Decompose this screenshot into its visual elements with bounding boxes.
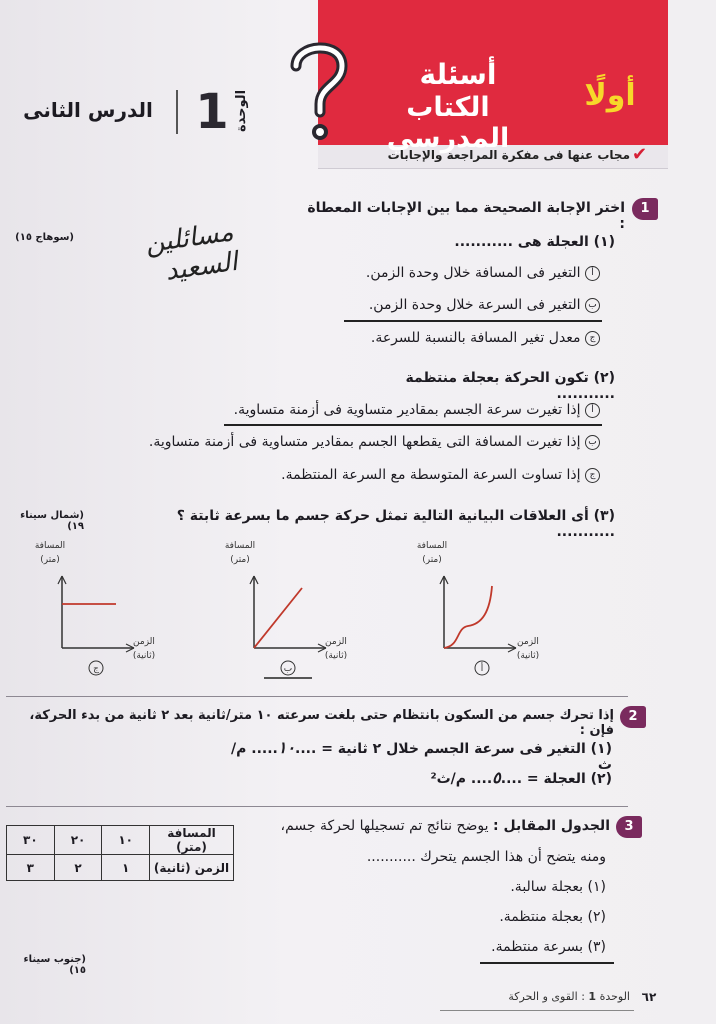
footer-divider (440, 1010, 634, 1011)
data-table (6, 825, 234, 881)
q1-sub3-source-tag: (شمال سيناء ١٩) (20, 510, 84, 532)
footer-unit-title: القوى و الحركة (508, 990, 578, 1003)
q1-sub1-option-a (300, 265, 600, 281)
table-cell: ١ (102, 855, 150, 881)
page-number: ٦٢ (641, 990, 657, 1004)
graph-option-b (224, 536, 348, 686)
section-divider (6, 696, 628, 697)
table-row-header: الزمن (ثانية) (150, 855, 234, 881)
q2-line2-answer: ٥ (492, 768, 501, 787)
q1-title: اختر الإجابة الصحيحة مما بين الإجابات المعطاة : (307, 200, 625, 232)
option-letter: ج (585, 331, 600, 346)
y-axis-unit: (متر) (422, 555, 442, 565)
question-mark-icon (288, 36, 350, 148)
option-text: إذا تغيرت المسافة التى يقطعها الجسم بمقادير متساوية فى أزمنة متساوية. (148, 434, 581, 450)
q3-line2: ومنه يتضح أن هذا الجسم يتحرك ........... (366, 849, 606, 865)
table-cell: ٢٠ (54, 826, 102, 855)
q1-sub3-stem: (٣) أى العلاقات البيانية التالية تمثل حركة جسم ما بسرعة ثابتة ؟ ........... (176, 508, 615, 540)
y-axis-label: المسافة (416, 541, 448, 551)
q1-source-tag: (سوهاج ١٥) (15, 232, 74, 243)
graph-letter: ج (93, 664, 99, 674)
y-axis-label: المسافة (224, 541, 256, 551)
q2-line1-prefix: (١) التغير فى سرعة الجسم خلال ٢ ثانية = .... (295, 741, 612, 757)
option-letter: أ (585, 266, 600, 281)
graph-option-c (36, 536, 156, 686)
q2-title: إذا تحرك جسم من السكون بانتظام حتى بلغت سرعته ١٠ متر/ثانية بعد ٢ ثانية من بدء الحركة، فإن : (29, 708, 614, 738)
graph-option-a (416, 536, 540, 686)
q3-option-2: (٢) بعجلة منتظمة. (499, 909, 606, 925)
option-letter: ب (585, 435, 600, 450)
x-axis-unit: (ثانية) (132, 651, 156, 661)
q2-line1-answer: ١٠ (277, 738, 296, 757)
footer-unit: الوحدة 1 : القوى و الحركة (508, 990, 630, 1003)
option-text: التغير فى السرعة خلال وحدة الزمن. (368, 297, 581, 313)
straight-line (254, 588, 302, 648)
answer-underline (224, 424, 602, 426)
question-number-1: 1 (632, 198, 658, 220)
table-row (7, 826, 234, 855)
header-section-label: أولًا (584, 78, 636, 113)
unit-divider (176, 90, 178, 134)
header-title-line2: الكتاب المدرسي (386, 92, 510, 154)
option-letter: أ (585, 403, 600, 418)
q1-sub2-stem: (٢) تكون الحركة بعجلة منتظمة ........... (405, 370, 615, 402)
question-number-3: 3 (616, 816, 642, 838)
check-icon: ✔ (632, 144, 648, 165)
table-cell: ٣٠ (7, 826, 55, 855)
x-axis-unit: (ثانية) (516, 651, 540, 661)
unit-word: الوحدة (234, 89, 249, 133)
table-cell: ٣ (7, 855, 55, 881)
q3-title (250, 818, 610, 834)
y-axis-unit: (متر) (230, 555, 250, 565)
option-text: إذا تغيرت سرعة الجسم بمقادير متساوية فى أزمنة متساوية. (233, 402, 581, 418)
graph-letter: ب (283, 664, 293, 674)
q3-source-tag: (جنوب سيناء ١٥) (23, 954, 86, 976)
section-divider (6, 806, 628, 807)
graph-letter: أ (480, 664, 484, 674)
option-text: التغير فى المسافة خلال وحدة الزمن. (365, 265, 581, 281)
option-letter: ب (585, 298, 600, 313)
table-row-header: المسافة (متر) (150, 826, 234, 855)
answer-underline (480, 962, 614, 964)
option-text: إذا تساوت السرعة المتوسطة مع السرعة المنتظمة. (281, 467, 581, 483)
unit-number: 1 (195, 84, 229, 140)
q1-sub1-option-c (300, 330, 600, 346)
q1-sub1-option-b (300, 297, 600, 313)
header-title-line1: أسئلة (419, 58, 497, 91)
handwritten-signature: مسائلين السعيد (143, 217, 240, 287)
q1-sub2-option-c (230, 467, 600, 483)
footer-unit-word: الوحدة (599, 990, 630, 1003)
q3-option-1: (١) بعجلة سالبة. (510, 879, 606, 895)
y-axis-unit: (متر) (40, 555, 60, 565)
q3-option-3: (٣) بسرعة منتظمة. (491, 939, 606, 955)
lesson-label: الدرس الثانى (23, 98, 153, 122)
x-axis-label: الزمن (325, 637, 347, 647)
table-cell: ١٠ (102, 826, 150, 855)
option-text: معدل تغير المسافة بالنسبة للسرعة. (370, 330, 581, 346)
q2-line2-suffix: .... م/ث² (430, 771, 493, 787)
q1-sub2-option-b (100, 434, 600, 450)
q2-line2 (360, 768, 612, 787)
question-number-2: 2 (620, 706, 646, 728)
q3-title-rest: يوضح نتائج تم تسجيلها لحركة جسم، (280, 818, 489, 834)
y-axis-label: المسافة (34, 541, 66, 551)
option-letter: ج (585, 468, 600, 483)
footer-unit-number: 1 (588, 990, 597, 1003)
q1-sub2-option-a (160, 402, 600, 418)
q3-title-bold: الجدول المقابل : (493, 818, 610, 834)
x-axis-label: الزمن (133, 637, 155, 647)
q2-line2-prefix: (٢) العجلة = .... (500, 771, 612, 787)
curve-line (444, 586, 492, 648)
q2-line1-suffix: ..... م/ث (231, 741, 612, 773)
answer-underline (344, 320, 602, 322)
table-row (7, 855, 234, 881)
x-axis-unit: (ثانية) (324, 651, 348, 661)
x-axis-label: الزمن (517, 637, 539, 647)
table-cell: ٢ (54, 855, 102, 881)
answered-note: مجاب عنها فى مفكرة المراجعة والإجابات (387, 148, 630, 162)
q1-sub1-stem: (١) العجلة هى ........... (454, 234, 615, 250)
